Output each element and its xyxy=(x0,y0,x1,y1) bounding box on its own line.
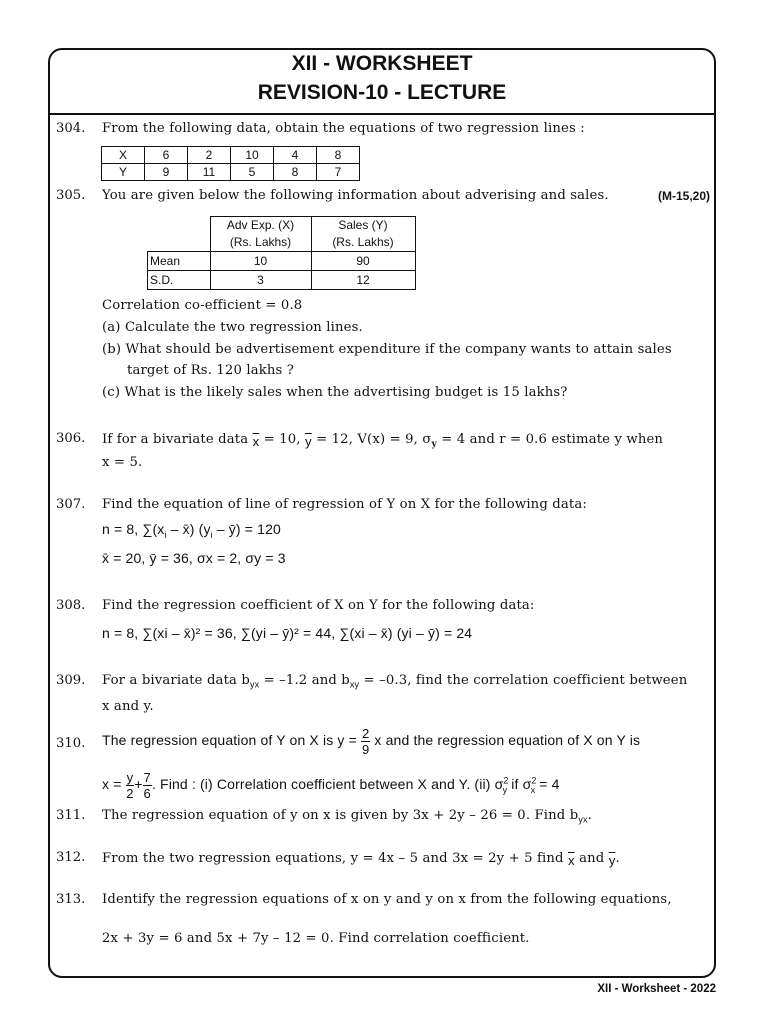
q309-text: For a bivariate data $b_{yx} = -1.2$ and $b_{xy} = -0.3$, find the correlation coefficient between xyxy=(102,673,688,690)
table-cell: 7 xyxy=(317,164,360,181)
table-cell: 6 xyxy=(145,147,188,164)
table-row xyxy=(102,147,360,164)
table-cell: 5 xyxy=(231,164,274,181)
table-cell: Mean xyxy=(148,252,211,271)
q312-text: From the two regression equations, y = 4x – 5 and 3x = 2y + 5 find $\overline{x}$ and $\overline{y}$. xyxy=(102,851,620,868)
q313-text-line2: 2x + 3y = 6 and 5x + 7y – 12 = 0. Find correlation coefficient. xyxy=(102,931,530,946)
q307-given-1: n = 8, $\sum(x_i$ – x̄) ($y_i$ – ȳ) = 120 xyxy=(102,521,281,540)
q305-part-b: (b) What should be advertisement expenditure if the company wants to attain sales xyxy=(102,342,672,357)
q305-part-a: (a) Calculate the two regression lines. xyxy=(102,320,363,335)
fraction: $\frac{y}{2}$ xyxy=(126,770,134,801)
header-divider xyxy=(48,113,716,115)
worksheet-title: XII - WORKSHEET xyxy=(291,52,473,75)
table-row xyxy=(148,217,416,252)
table-row xyxy=(148,252,416,271)
page-footer: XII - Worksheet - 2022 xyxy=(597,983,716,995)
table-cell: 8 xyxy=(317,147,360,164)
q310-number: 310. xyxy=(56,736,86,751)
q307-text: Find the equation of line of regression of Y on X for the following data: xyxy=(102,497,587,512)
table-cell: 90 xyxy=(311,252,415,271)
q306-text: If for a bivariate data $\overline{x} = 10$, $\overline{y} = 12$, V(x) = 9, $\sigma_y = 4$ and r = 0.6 estimate y when xyxy=(102,432,664,450)
fraction: $\frac{7}{6}$ xyxy=(143,770,151,801)
lecture-title: REVISION-10 - LECTURE xyxy=(257,81,507,104)
table-cell: 2 xyxy=(188,147,231,164)
q309-text-line2: x and y. xyxy=(102,699,154,714)
q305-part-b-cont: target of Rs. 120 lakhs ? xyxy=(127,363,295,378)
q310-text: The regression equation of Y on X is y = $\frac{2}{9}$ x and the regression equation of X on Y is xyxy=(102,726,641,757)
table-row xyxy=(102,164,360,181)
q306-text-line2: x = 5. xyxy=(102,455,143,470)
q305-table xyxy=(147,216,416,290)
table-cell: 3 xyxy=(210,271,311,290)
q305-reference: (M-15,20) xyxy=(658,189,711,203)
header-cell: Adv Exp. (X) (Rs. Lakhs) xyxy=(210,217,311,252)
table-cell: 10 xyxy=(231,147,274,164)
table-cell: 8 xyxy=(274,164,317,181)
table-row xyxy=(148,271,416,290)
q305-number: 305. xyxy=(56,188,86,203)
table-cell: 4 xyxy=(274,147,317,164)
q311-text: The regression equation of y on x is given by 3x + 2y – 26 = 0. Find $b_{yx}$. xyxy=(102,808,592,825)
q305-text: You are given below the following information about adverising and sales. xyxy=(102,188,609,203)
q311-number: 311. xyxy=(56,808,86,823)
q310-text-line2: x = $\frac{y}{2}$ + $\frac{7}{6}$ . Find : (i) Correlation coefficient between X and Y. (ii) $\sigma^2_y$ if $\sigma^2_x = 4$ xyxy=(102,770,560,801)
q313-number: 313. xyxy=(56,892,86,907)
q309-number: 309. xyxy=(56,673,86,688)
q313-text: Identify the regression equations of x on y and y on x from the following equations, xyxy=(102,892,672,907)
q307-number: 307. xyxy=(56,497,86,512)
table-cell: 12 xyxy=(311,271,415,290)
q308-number: 308. xyxy=(56,598,86,613)
header-cell: Sales (Y) (Rs. Lakhs) xyxy=(311,217,415,252)
table-cell: X xyxy=(102,147,145,164)
q308-given: n = 8, ∑(xi – x̄)² = 36, ∑(yi – ȳ)² = 44, ∑(xi – x̄) (yi – ȳ) = 24 xyxy=(102,625,473,641)
table-cell: 10 xyxy=(210,252,311,271)
table-cell: Y xyxy=(102,164,145,181)
q304-number: 304. xyxy=(56,121,86,136)
table-cell: S.D. xyxy=(148,271,211,290)
q312-number: 312. xyxy=(56,850,86,865)
q304-text: From the following data, obtain the equations of two regression lines : xyxy=(102,121,585,136)
q305-correlation: Correlation co-efficient = 0.8 xyxy=(102,298,303,313)
q308-text: Find the regression coefficient of X on Y for the following data: xyxy=(102,598,535,613)
table-cell: 11 xyxy=(188,164,231,181)
q304-table xyxy=(101,146,360,181)
q307-given-2: x̄ = 20, ȳ = 36, σx = 2, σy = 3 xyxy=(102,550,286,566)
q306-number: 306. xyxy=(56,431,86,446)
q305-part-c: (c) What is the likely sales when the advertising budget is 15 lakhs? xyxy=(102,385,568,400)
table-cell: 9 xyxy=(145,164,188,181)
fraction: $\frac{2}{9}$ xyxy=(361,726,370,757)
